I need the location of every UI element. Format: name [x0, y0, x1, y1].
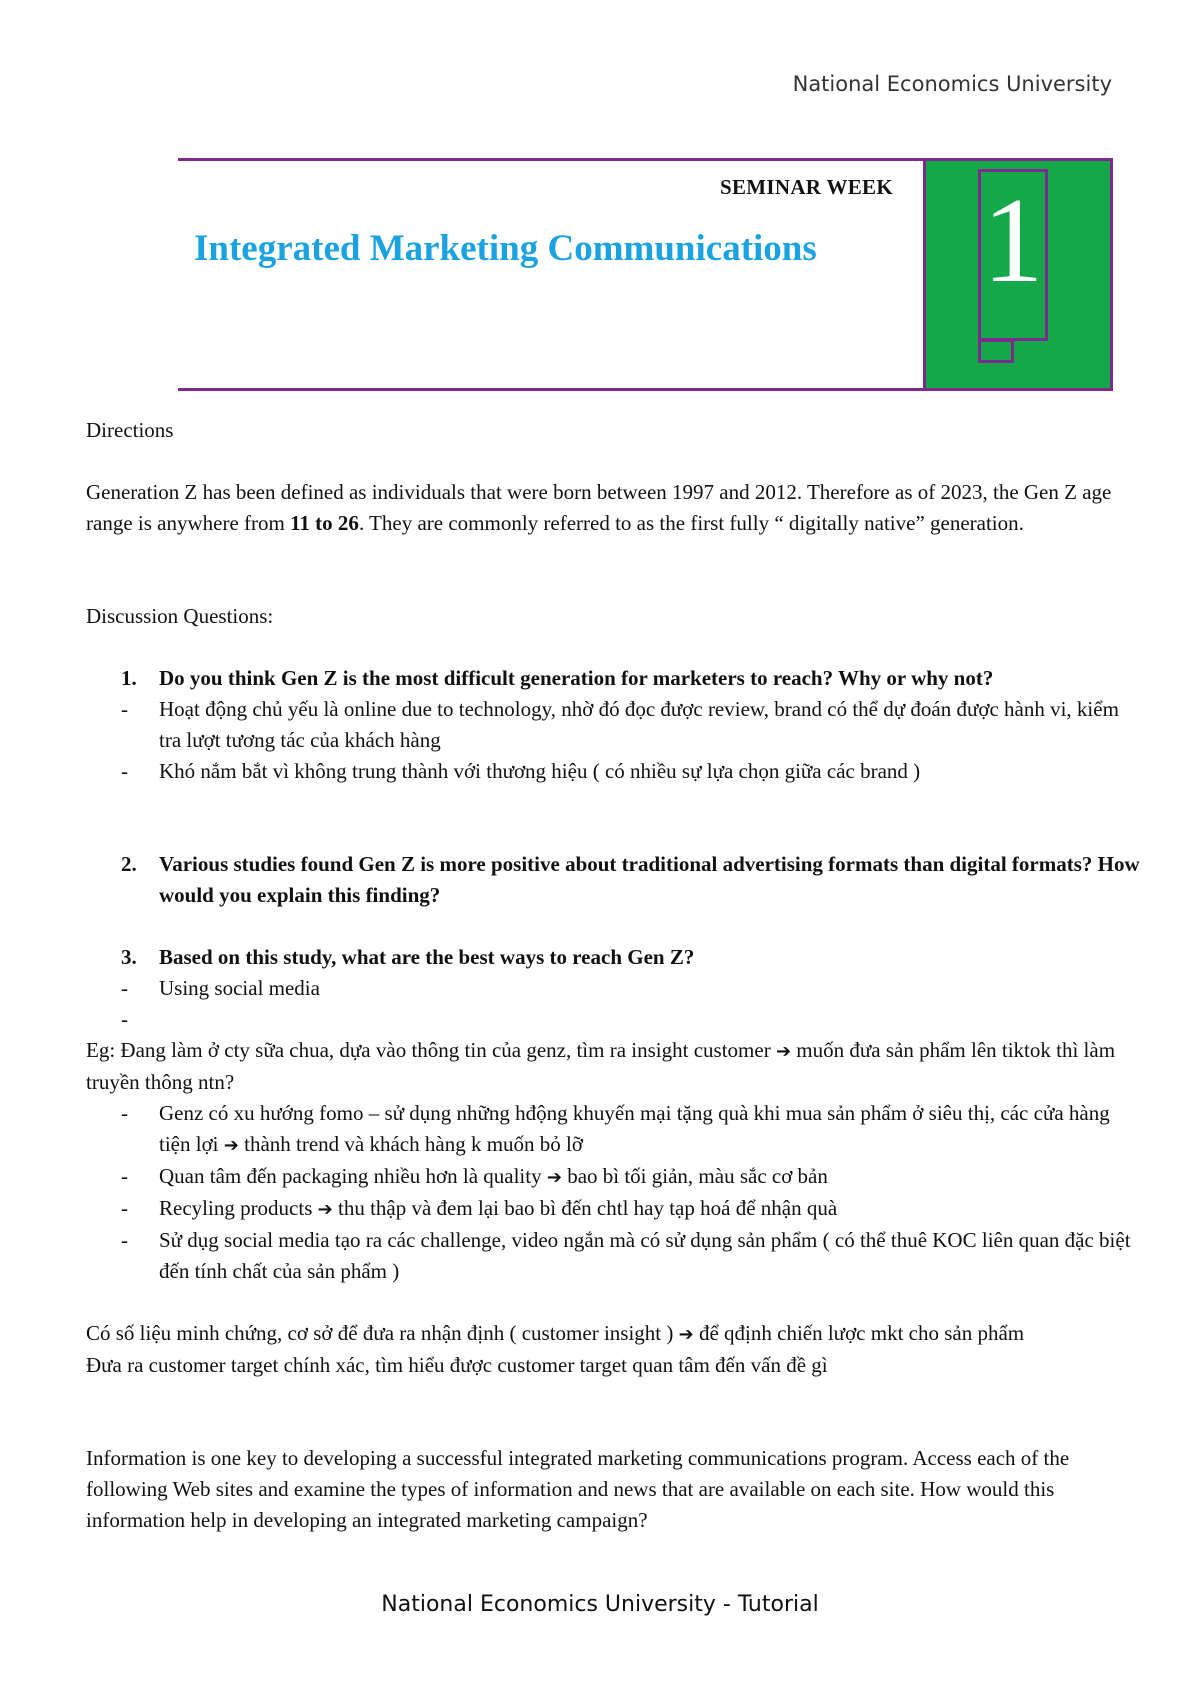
target-paragraph: Đưa ra customer target chính xác, tìm hiểu được customer target quan tâm đến vấn đề gì [86, 1353, 828, 1377]
example-paragraph: Eg: Đang làm ở cty sữa chua, dựa vào thông tin của genz, tìm ra insight customer ➔ muốn đưa sản phẩm lên tiktok thì làm truyền thông ntn? [86, 1038, 1116, 1094]
answer-bullet: - [121, 1007, 128, 1031]
arrow-right-icon: ➔ [546, 1167, 562, 1188]
answer-bullet: - Khó nắm bắt vì không trung thành với thương hiệu ( có nhiều sự lựa chọn giữa các brand ) [121, 759, 921, 783]
week-number-box [923, 158, 1113, 391]
answer-bullet: - Using social media [121, 976, 320, 1000]
insight-paragraph: Có số liệu minh chứng, cơ sở để đưa ra nhận định ( customer insight ) ➔ để qđịnh chiến lược mkt cho sản phẩm [86, 1321, 1025, 1345]
title-block [178, 158, 1113, 391]
discussion-heading: Discussion Questions: [86, 604, 274, 628]
arrow-right-icon: ➔ [317, 1199, 333, 1220]
document-title: Integrated Marketing Communications [194, 228, 817, 269]
arrow-right-icon: ➔ [678, 1324, 694, 1345]
seminar-week-label: SEMINAR WEEK [720, 175, 893, 199]
example-bullet: - Genz có xu hướng fomo – sử dụng những hđộng khuyến mại tặng quà khi mua sản phẩm ở siêu thị, các cửa hàng tiện lợi ➔ thành trend và khách hàng k muốn bỏ lỡ [121, 1101, 1110, 1156]
week-tab-decoration [978, 339, 1014, 363]
directions-paragraph: Generation Z has been defined as individuals that were born between 1997 and 2012. Therefore as of 2023, the Gen Z age range is anywhere from 11 to 26. They are commonly referred to as the first fully “ digitally native” generation. [86, 480, 1112, 535]
example-bullet: - Quan tâm đến packaging nhiều hơn là quality ➔ bao bì tối giản, màu sắc cơ bản [121, 1164, 828, 1188]
document-body [86, 415, 1146, 1536]
question-1: 1. Do you think Gen Z is the most difficult generation for marketers to reach? Why or why not? [121, 666, 994, 690]
header-university: National Economics University [792, 72, 1112, 96]
week-number: 1 [982, 173, 1044, 308]
footer: National Economics University - Tutorial [381, 1592, 819, 1617]
example-bullet: - Recyling products ➔ thu thập và đem lại bao bì đến chtl hay tạp hoá để nhận quà [121, 1196, 838, 1220]
question-3: 3. Based on this study, what are the best ways to reach Gen Z? [121, 945, 695, 969]
answer-bullet: - Hoạt động chủ yếu là online due to technology, nhờ đó đọc được review, brand có thể dự đoán được hành vi, kiểm tra lượt tương tác của khách hàng [121, 697, 1119, 752]
directions-heading: Directions [86, 418, 174, 442]
arrow-right-icon: ➔ [775, 1041, 792, 1062]
information-paragraph: Information is one key to developing a successful integrated marketing communications program. Access each of the following Web sites and examine the types of information and news that are available on each site. How would this information help in developing an integrated marketing campaign? [86, 1446, 1070, 1532]
question-2: 2. Various studies found Gen Z is more positive about traditional advertising formats than digital formats? How would you explain this finding? [121, 852, 1140, 907]
example-bullet: - Sử dụg social media tạo ra các challenge, video ngắn mà có sử dụng sản phẩm ( có thể thuê KOC liên quan đặc biệt đến tính chất của sản phẩm ) [121, 1228, 1131, 1283]
age-range: 11 to 26 [290, 511, 359, 535]
arrow-right-icon: ➔ [223, 1135, 239, 1156]
